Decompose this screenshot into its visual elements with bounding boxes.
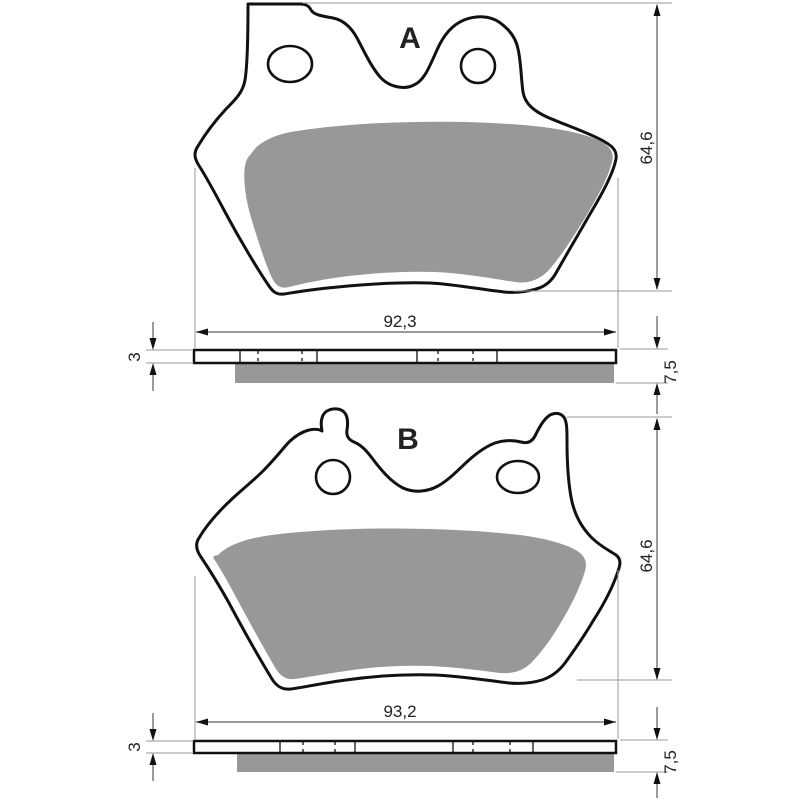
pad-b-friction-material [213, 528, 586, 679]
figure-b [125, 409, 680, 798]
side-a-backing-plate [194, 350, 616, 363]
pad-a-mounting-hole-right [461, 49, 495, 83]
arrowhead-down [654, 668, 661, 680]
arrowhead-up [150, 753, 157, 765]
figure-b-label: B [397, 423, 419, 456]
figure-a-total-thickness-dimension [616, 316, 680, 414]
side-b-friction-layer [237, 753, 614, 772]
arrowhead-left [196, 329, 208, 336]
pad-a-mounting-hole-left [268, 46, 312, 82]
width-dimension-value: 93,2 [383, 702, 417, 721]
arrowhead-right [604, 329, 616, 336]
figure-a-side-view [194, 350, 616, 383]
figure-a-label: A [399, 22, 421, 55]
figure-b-front-view [197, 409, 620, 689]
arrowhead-up [654, 772, 661, 784]
arrowhead-down [150, 729, 157, 741]
side-a-friction-layer [235, 363, 614, 383]
arrowhead-down [654, 728, 661, 740]
figure-b-backing-thickness-dimension [125, 713, 192, 781]
arrowhead-up [654, 383, 661, 395]
backing-thickness-value: 3 [125, 742, 144, 752]
arrowhead-up [654, 4, 661, 16]
height-dimension-value: 64,6 [637, 131, 656, 165]
arrowhead-down [654, 337, 661, 349]
figure-a-front-view [195, 4, 616, 294]
backing-thickness-value: 3 [125, 352, 144, 362]
total-thickness-value: 7,5 [661, 360, 680, 384]
arrowhead-down [150, 338, 157, 350]
arrowhead-up [150, 363, 157, 375]
figure-a-backing-thickness-dimension [125, 322, 192, 391]
figure-b-total-thickness-dimension [616, 707, 680, 798]
side-b-backing-plate [194, 741, 616, 753]
height-dimension-value: 64,6 [637, 539, 656, 573]
pad-b-mounting-hole-right [497, 461, 539, 493]
arrowhead-left [196, 719, 208, 726]
figure-b-side-view [194, 741, 616, 772]
width-dimension-value: 92,3 [383, 312, 417, 331]
pad-b-mounting-hole-left [316, 460, 350, 494]
figure-a [125, 3, 680, 414]
arrowhead-down [654, 278, 661, 290]
arrowhead-up [654, 418, 661, 430]
arrowhead-right [604, 719, 616, 726]
total-thickness-value: 7,5 [661, 750, 680, 774]
